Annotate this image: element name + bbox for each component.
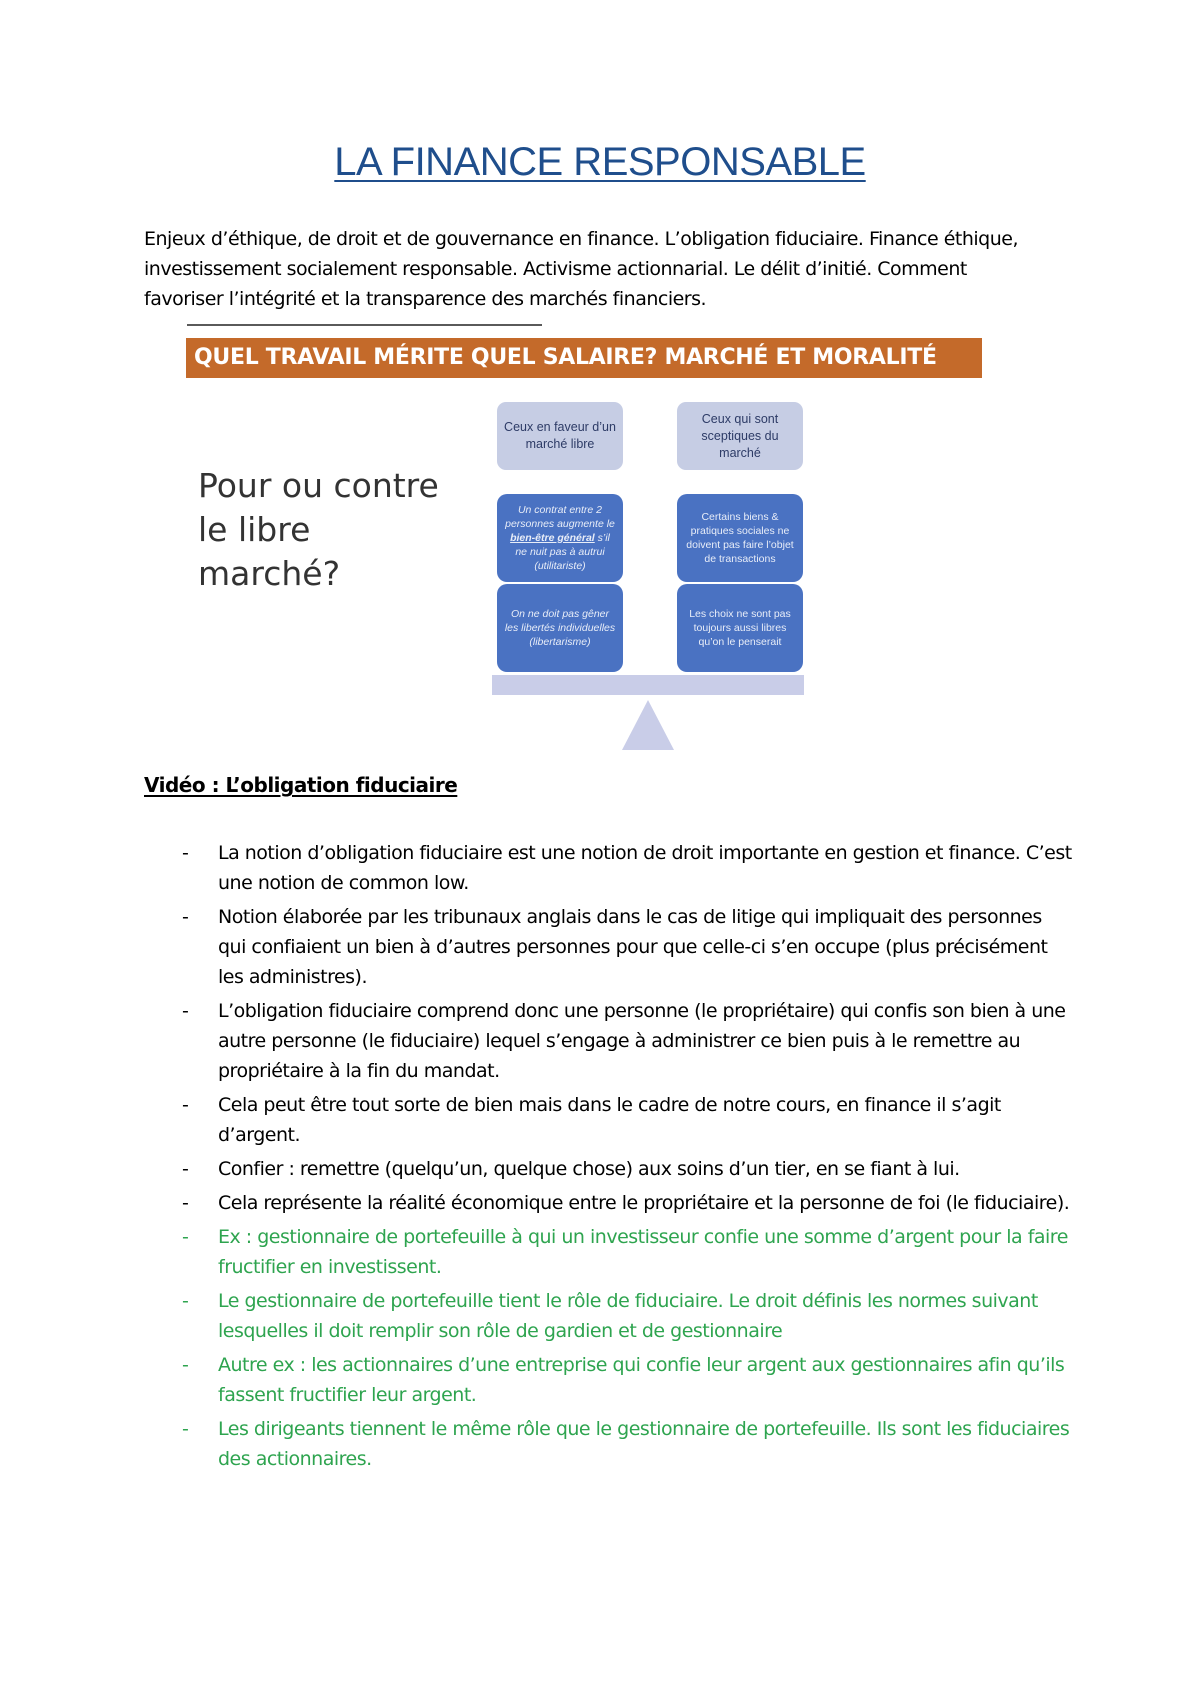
bullet-text: Autre ex : les actionnaires d’une entreprise qui confie leur argent aux gestionnaires afin qu’ils fassent fructifier leur argent.: [218, 1354, 1065, 1406]
list-item: [144, 1350, 1074, 1410]
list-item: [144, 1222, 1074, 1282]
list-item: [144, 1090, 1074, 1150]
bullet-dash: -: [182, 1158, 189, 1180]
list-item: [144, 902, 1074, 992]
scale-fulcrum-icon: [622, 700, 674, 750]
bullet-text: Confier : remettre (quelqu’un, quelque chose) aux soins d’un tier, en se fiant à lui.: [218, 1158, 960, 1180]
list-item: [144, 838, 1074, 898]
video-heading: Vidéo : L’obligation fiduciaire: [144, 773, 458, 797]
bullet-text: Les dirigeants tiennent le même rôle que le gestionnaire de portefeuille. Ils sont les fiduciaires des actionnaires.: [218, 1418, 1070, 1470]
bullet-dash: -: [182, 842, 189, 864]
bullet-text: Cela peut être tout sorte de bien mais dans le cadre de notre cours, en finance il s’agit d’argent.: [218, 1094, 1001, 1146]
bullet-text: Notion élaborée par les tribunaux anglais dans le cas de litige qui impliquait des personnes qui confiaient un bien à d’autres personnes pour que celle-ci s’en occupe (plus précisément les administres).: [218, 906, 1048, 988]
page-title: LA FINANCE RESPONSABLE: [334, 140, 866, 184]
right-argument-1-text: Certains biens & pratiques sociales ne doivent pas faire l’objet de transactions: [686, 511, 794, 565]
bullet-dash: -: [182, 1094, 189, 1116]
right-header-text: Ceux qui sont sceptiques du marché: [701, 411, 779, 460]
left-header-box: [497, 402, 623, 470]
left-argument-box-2: [497, 584, 623, 672]
right-header-box: [677, 402, 803, 470]
list-item: [144, 1286, 1074, 1346]
bullet-dash: -: [182, 1000, 189, 1022]
left-argument-2-text: On ne doit pas gêner les libertés individuelles (libertarisme): [504, 608, 616, 648]
bullet-dash: -: [182, 906, 189, 928]
right-argument-box-2: [677, 584, 803, 672]
bullet-dash: -: [182, 1354, 189, 1376]
right-argument-2-text: Les choix ne sont pas toujours aussi libres qu’on le penserait: [689, 608, 791, 648]
bullet-text: La notion d’obligation fiduciaire est une notion de droit importante en gestion et finance. C’est une notion de common low.: [218, 842, 1072, 894]
right-argument-box-1: [677, 494, 803, 582]
bullet-text: Ex : gestionnaire de portefeuille à qui un investisseur confie une somme d’argent pour la faire fructifier en investissent.: [218, 1226, 1068, 1278]
left-argument-1-text: [503, 503, 617, 573]
bullet-dash: -: [182, 1192, 189, 1214]
bullet-text: L’obligation fiduciaire comprend donc une personne (le propriétaire) qui confis son bien à une autre personne (le fiduciaire) lequel s’engage à administrer ce bien puis à le remettre au propriétaire à la fin du mandat.: [218, 1000, 1066, 1082]
bullet-text: Le gestionnaire de portefeuille tient le rôle de fiduciaire. Le droit définis les normes suivant lesquelles il doit remplir son rôle de gardien et de gestionnaire: [218, 1290, 1038, 1342]
left-header-text: Ceux en faveur d’un marché libre: [504, 420, 616, 451]
list-item: [144, 1414, 1074, 1474]
list-item: [144, 1188, 1074, 1218]
bullet-dash: -: [182, 1418, 189, 1440]
bullet-dash: -: [182, 1226, 189, 1248]
bullet-list: [144, 838, 1074, 1478]
list-item: [144, 996, 1074, 1086]
slide-question: Pour ou contre le libre marché?: [198, 466, 439, 593]
left-argument-1-emphasis: bien-être général: [510, 532, 595, 544]
bullet-dash: -: [182, 1290, 189, 1312]
scale-beam: [492, 675, 804, 695]
bullet-text: Cela représente la réalité économique entre le propriétaire et la personne de foi (le fiduciaire).: [218, 1192, 1070, 1214]
separator-line: [187, 324, 542, 326]
intro-paragraph: Enjeux d’éthique, de droit et de gouvernance en finance. L’obligation fiduciaire. Finance éthique, investissement socialement responsable. Activisme actionnarial. Le délit d’initié. Comment favoriser l’intégrité et la transparence des marchés financiers.: [144, 228, 1019, 310]
list-item: [144, 1154, 1074, 1184]
slide-banner: QUEL TRAVAIL MÉRITE QUEL SALAIRE? MARCHÉ ET MORALITÉ: [186, 338, 982, 378]
left-argument-1-pre: Un contrat entre 2 personnes augmente le: [505, 504, 615, 530]
left-argument-box-1: [497, 494, 623, 582]
left-argument-1-post: s’il ne nuit pas à autrui (utilitariste): [515, 532, 610, 572]
